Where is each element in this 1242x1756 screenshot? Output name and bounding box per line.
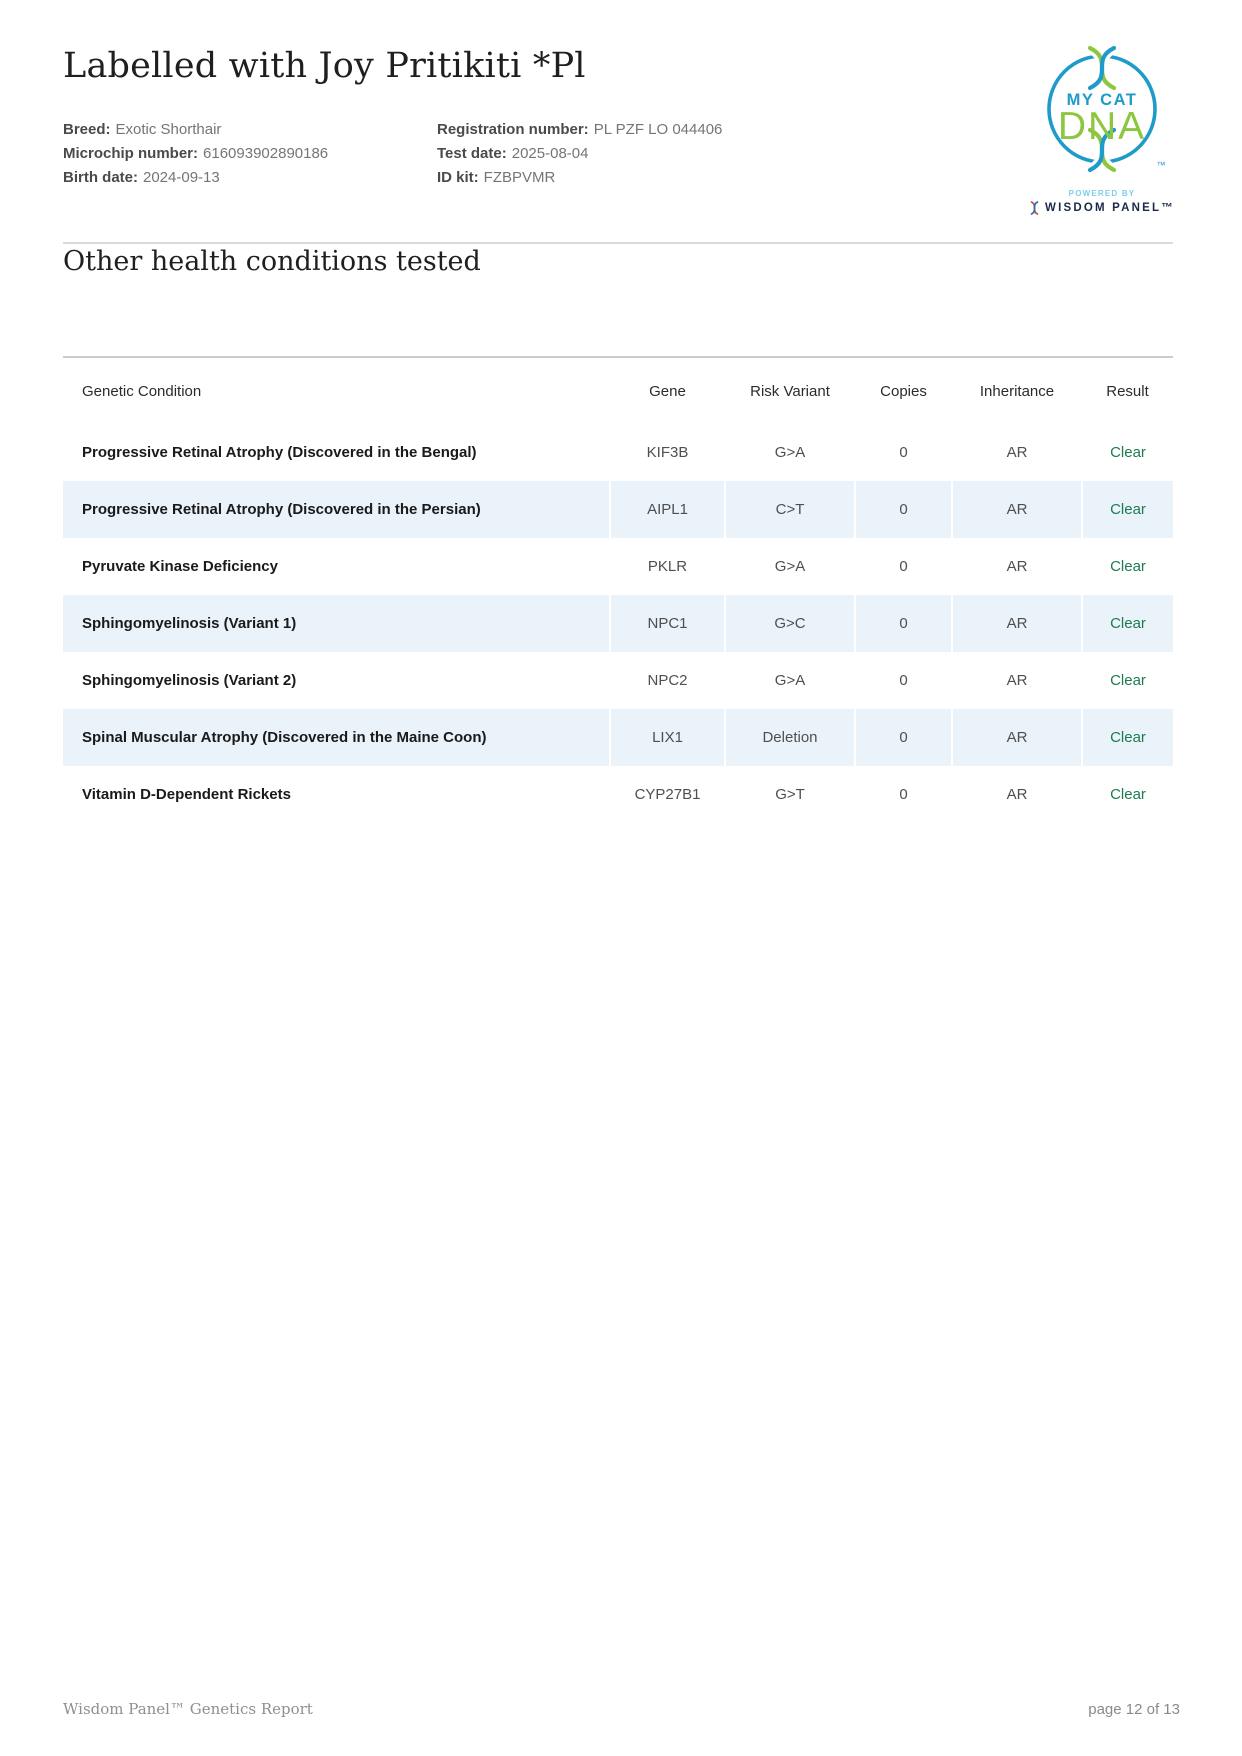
meta-label: Birth date: xyxy=(63,169,138,186)
meta-item xyxy=(63,166,437,190)
cell-copies: 0 xyxy=(855,652,952,709)
footer-report-name: Wisdom Panel™ Genetics Report xyxy=(63,1700,313,1718)
cell-copies: 0 xyxy=(855,709,952,766)
cell-condition: Progressive Retinal Atrophy (Discovered in the Persian) xyxy=(82,501,481,518)
my-cat-dna-logo xyxy=(1014,32,1190,215)
col-header-inheritance: Inheritance xyxy=(979,382,1055,400)
header-divider xyxy=(63,242,1173,244)
cell-condition: Vitamin D-Dependent Rickets xyxy=(82,786,291,803)
meta-label: ID kit: xyxy=(437,169,479,186)
powered-by-label: POWERED BY xyxy=(1068,189,1136,198)
cell-gene: AIPL1 xyxy=(610,481,725,538)
cell-gene: NPC1 xyxy=(610,595,725,652)
meta-label: Breed: xyxy=(63,121,111,138)
cell-inheritance: AR xyxy=(952,652,1082,709)
cell-gene: PKLR xyxy=(610,538,725,595)
table-row xyxy=(63,652,1173,709)
meta-item xyxy=(63,142,437,166)
cell-result: Clear xyxy=(1082,766,1173,823)
cell-inheritance: AR xyxy=(952,424,1082,481)
cell-inheritance: AR xyxy=(952,481,1082,538)
cell-gene: LIX1 xyxy=(610,709,725,766)
col-header-result: Result xyxy=(1106,382,1149,400)
cell-gene: NPC2 xyxy=(610,652,725,709)
cell-result: Clear xyxy=(1082,595,1173,652)
cell-condition: Sphingomyelinosis (Variant 2) xyxy=(82,672,297,689)
table-row xyxy=(63,709,1173,766)
cell-risk-variant: G>A xyxy=(725,424,855,481)
cell-copies: 0 xyxy=(855,538,952,595)
wisdom-panel-brand xyxy=(1014,201,1190,215)
cell-copies: 0 xyxy=(855,481,952,538)
wisdom-panel-brand-label: WISDOM PANEL™ xyxy=(1045,202,1175,214)
meta-column-1 xyxy=(63,118,437,190)
cell-inheritance: AR xyxy=(952,595,1082,652)
cell-gene: KIF3B xyxy=(610,424,725,481)
cell-inheritance: AR xyxy=(952,538,1082,595)
cell-condition: Progressive Retinal Atrophy (Discovered in the Bengal) xyxy=(82,444,477,461)
logo-line2: DNA xyxy=(1057,105,1147,148)
meta-item xyxy=(437,142,722,166)
cell-result: Clear xyxy=(1082,652,1173,709)
meta-label: Microchip number: xyxy=(63,145,199,162)
page-title: Labelled with Joy Pritikiti *Pl xyxy=(63,46,586,86)
cell-risk-variant: G>T xyxy=(725,766,855,823)
cell-gene: CYP27B1 xyxy=(610,766,725,823)
meta-item xyxy=(437,166,722,190)
meta-label: Registration number: xyxy=(437,121,589,138)
meta-label: Test date: xyxy=(437,145,507,162)
health-conditions-table xyxy=(63,356,1173,823)
table-row xyxy=(63,424,1173,481)
logo-tm: ™ xyxy=(1156,160,1166,170)
col-header-genetic-condition: Genetic Condition xyxy=(82,382,202,400)
col-header-gene: Gene xyxy=(649,382,686,400)
cell-condition: Sphingomyelinosis (Variant 1) xyxy=(82,615,297,632)
my-cat-dna-logo-icon xyxy=(1024,32,1180,182)
meta-value: Exotic Shorthair xyxy=(115,121,222,138)
cell-risk-variant: G>C xyxy=(725,595,855,652)
cell-result: Clear xyxy=(1082,538,1173,595)
cell-risk-variant: G>A xyxy=(725,538,855,595)
footer-page-number: page 12 of 13 xyxy=(1088,1701,1180,1718)
col-header-copies: Copies xyxy=(880,382,927,400)
cell-condition: Spinal Muscular Atrophy (Discovered in the Maine Coon) xyxy=(82,729,487,746)
cell-condition: Pyruvate Kinase Deficiency xyxy=(82,558,278,575)
meta-column-2 xyxy=(437,118,722,190)
table-row xyxy=(63,595,1173,652)
meta-value: 616093902890186 xyxy=(203,145,329,162)
table-row xyxy=(63,481,1173,538)
meta-item xyxy=(437,118,722,142)
cell-copies: 0 xyxy=(855,424,952,481)
cell-copies: 0 xyxy=(855,595,952,652)
table-row xyxy=(63,766,1173,823)
section-title: Other health conditions tested xyxy=(63,246,481,277)
wisdom-panel-dna-icon xyxy=(1029,201,1040,215)
table-row xyxy=(63,538,1173,595)
table-header-row xyxy=(63,357,1173,424)
cell-result: Clear xyxy=(1082,424,1173,481)
cell-result: Clear xyxy=(1082,481,1173,538)
pet-metadata xyxy=(63,118,722,190)
cell-risk-variant: C>T xyxy=(725,481,855,538)
cell-inheritance: AR xyxy=(952,709,1082,766)
logo-line1: MY CAT xyxy=(1066,91,1138,109)
cell-result: Clear xyxy=(1082,709,1173,766)
cell-risk-variant: G>A xyxy=(725,652,855,709)
col-header-risk-variant: Risk Variant xyxy=(750,382,830,400)
cell-risk-variant: Deletion xyxy=(725,709,855,766)
cell-copies: 0 xyxy=(855,766,952,823)
meta-value: 2025-08-04 xyxy=(511,145,589,162)
meta-value: FZBPVMR xyxy=(483,169,556,186)
meta-value: PL PZF LO 044406 xyxy=(593,121,723,138)
meta-value: 2024-09-13 xyxy=(143,169,220,186)
cell-inheritance: AR xyxy=(952,766,1082,823)
page-footer xyxy=(63,1700,1180,1718)
meta-item xyxy=(63,118,437,142)
